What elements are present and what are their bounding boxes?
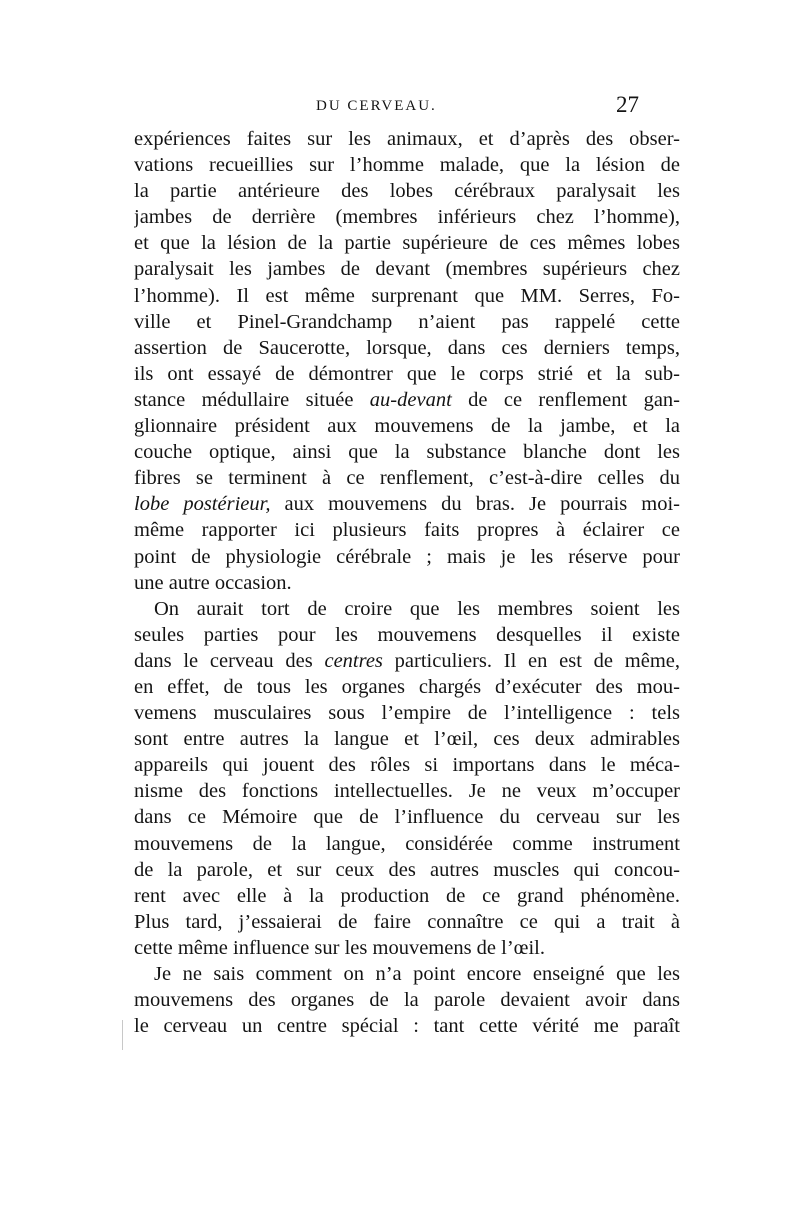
text-segment: de ce renflement gan- (451, 388, 680, 411)
text-line (134, 648, 680, 674)
text-segment: mouvemens de la langue, considérée comme instrument (134, 832, 680, 855)
text-line (134, 465, 680, 491)
running-head: DU CERVEAU. (316, 98, 437, 114)
text-line (134, 230, 680, 256)
text-line (134, 152, 680, 178)
text-line (134, 178, 680, 204)
text-line (134, 674, 680, 700)
text-line (134, 570, 680, 596)
text-line (134, 778, 680, 804)
text-segment: paralysait les jambes de devant (membres supérieurs chez (134, 258, 680, 281)
text-segment: aux mouvemens du bras. Je pourrais moi- (270, 493, 680, 516)
text-line (134, 804, 680, 830)
text-segment: et que la lésion de la partie supérieure de ces mêmes lobes (134, 232, 680, 255)
text-segment: le cerveau un centre spécial : tant cette vérité me paraît (134, 1015, 680, 1038)
text-line (134, 987, 680, 1013)
page-number: 27 (616, 92, 639, 117)
text-line (134, 283, 680, 309)
text-segment: sont entre autres la langue et l’œil, ces deux admirables (134, 728, 680, 751)
text-line (134, 752, 680, 778)
text-segment: jambes de derrière (membres inférieurs chez l’homme), (134, 206, 680, 229)
text-segment: ils ont essayé de démontrer que le corps strié et la sub- (134, 362, 680, 385)
text-segment: dans ce Mémoire que de l’influence du cerveau sur les (134, 806, 680, 829)
text-line (134, 857, 680, 883)
text-line (134, 831, 680, 857)
text-line (134, 700, 680, 726)
italic-text: lobe postérieur, (134, 493, 271, 516)
text-segment: dans le cerveau des (134, 649, 325, 672)
italic-text: centres (324, 649, 383, 672)
text-line (134, 335, 680, 361)
text-line (134, 387, 680, 413)
text-line (134, 544, 680, 570)
text-segment: On aurait tort de croire que les membres soient les (154, 597, 680, 620)
text-segment: glionnaire président aux mouvemens de la jambe, et la (134, 415, 680, 438)
text-line (134, 439, 680, 465)
text-segment: l’homme). Il est même surprenant que MM. Serres, Fo- (134, 284, 680, 307)
text-segment: expériences faites sur les animaux, et d’après des obser- (134, 128, 680, 150)
text-line (134, 596, 680, 622)
text-segment: ville et Pinel-Grandchamp n’aient pas rappelé cette (134, 310, 680, 333)
text-line (134, 256, 680, 282)
text-line (134, 909, 680, 935)
text-segment: couche optique, ainsi que la substance blanche dont les (134, 441, 680, 464)
text-line (134, 1013, 680, 1039)
text-segment: point de physiologie cérébrale ; mais je les réserve pour (134, 545, 680, 568)
text-segment: une autre occasion. (134, 571, 292, 594)
text-segment: mouvemens des organes de la parole devaient avoir dans (134, 989, 680, 1012)
text-segment: cette même influence sur les mouvemens de l’œil. (134, 936, 546, 959)
text-line (134, 491, 680, 517)
text-segment: fibres se terminent à ce renflement, c’est-à-dire celles du (134, 467, 680, 490)
text-segment: même rapporter ici plusieurs faits propres à éclairer ce (134, 519, 680, 542)
text-line (134, 726, 680, 752)
text-line (134, 935, 680, 961)
text-segment: stance médullaire située (134, 388, 370, 411)
text-segment: Plus tard, j’essaierai de faire connaître ce qui a trait à (134, 910, 680, 933)
text-segment: la partie antérieure des lobes cérébraux paralysait les (134, 180, 680, 203)
text-segment: rent avec elle à la production de ce grand phénomène. (134, 884, 680, 907)
left-edge-mark (122, 1020, 123, 1050)
text-segment: nisme des fonctions intellectuelles. Je ne veux m’occuper (134, 780, 680, 803)
text-line (134, 126, 680, 152)
italic-text: au-devant (369, 388, 452, 411)
text-line (134, 517, 680, 543)
text-segment: de la parole, et sur ceux des autres muscles qui concou- (134, 858, 680, 881)
text-line (134, 361, 680, 387)
text-line (134, 622, 680, 648)
text-line (134, 961, 680, 987)
text-segment: appareils qui jouent des rôles si importans dans le méca- (134, 754, 680, 777)
text-line (134, 204, 680, 230)
text-segment: vations recueillies sur l’homme malade, que la lésion de (134, 154, 680, 177)
text-line (134, 309, 680, 335)
text-segment: en effet, de tous les organes chargés d’exécuter des mou- (134, 675, 680, 698)
text-segment: particuliers. Il en est de même, (382, 649, 680, 672)
text-segment: assertion de Saucerotte, lorsque, dans ces derniers temps, (134, 336, 680, 359)
text-line (134, 413, 680, 439)
text-line (134, 883, 680, 909)
body-text (134, 126, 680, 1039)
text-segment: Je ne sais comment on n’a point encore enseigné que les (154, 963, 680, 985)
text-segment: seules parties pour les mouvemens desquelles il existe (134, 623, 680, 646)
text-segment: vemens musculaires sous l’empire de l’intelligence : tels (134, 702, 680, 725)
